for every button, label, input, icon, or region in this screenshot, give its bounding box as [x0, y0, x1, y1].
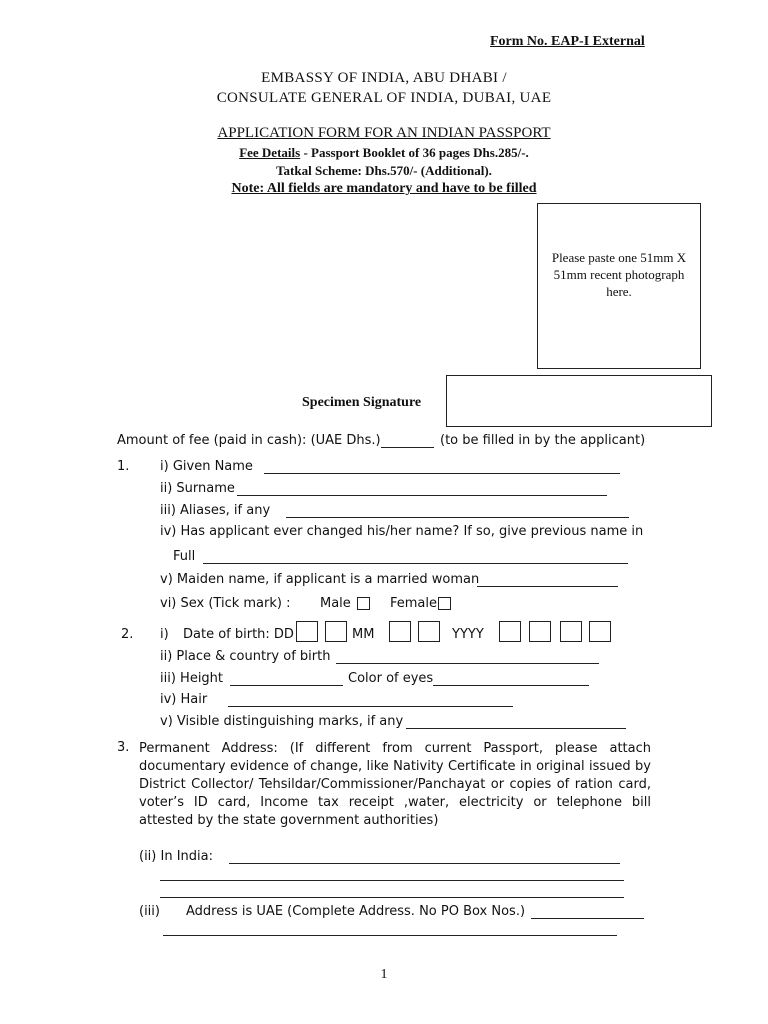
mm-label: MM — [352, 627, 375, 642]
fee-amount-prefix: Amount of fee (paid in cash): (UAE Dhs.) — [117, 433, 381, 448]
photo-box[interactable] — [537, 203, 701, 369]
mandatory-note: Note: All fields are mandatory and have to be filled — [231, 181, 537, 196]
uae-address-line-2[interactable] — [163, 935, 617, 936]
maiden-name-field[interactable] — [477, 586, 618, 587]
female-checkbox[interactable] — [438, 597, 451, 610]
changed-name-label: iv) Has applicant ever changed his/her name? If so, give previous name in — [160, 524, 644, 539]
section-2-number: 2. — [121, 627, 134, 642]
embassy-line-2: CONSULATE GENERAL OF INDIA, DUBAI, UAE — [216, 90, 552, 106]
previous-name-field[interactable] — [203, 563, 628, 564]
dob-day-digit-1[interactable] — [296, 621, 318, 642]
dob-day-digit-2[interactable] — [325, 621, 347, 642]
marks-label: v) Visible distinguishing marks, if any — [160, 714, 404, 729]
photo-instruction: Please paste one 51mm X 51mm recent photograph here. — [551, 249, 687, 299]
dob-index: i) — [160, 627, 169, 642]
dob-year-digit-4[interactable] — [589, 621, 611, 642]
form-title: APPLICATION FORM FOR AN INDIAN PASSPORT — [217, 125, 551, 141]
dob-month-digit-1[interactable] — [389, 621, 411, 642]
marks-field[interactable] — [406, 728, 626, 729]
yyyy-label: YYYY — [452, 627, 484, 642]
page-number: 1 — [380, 967, 388, 982]
dob-month-digit-2[interactable] — [418, 621, 440, 642]
sex-label: vi) Sex (Tick mark) : — [160, 596, 291, 611]
fee-details — [0, 145, 768, 161]
signature-label: Specimen Signature — [302, 395, 422, 410]
embassy-line-1: EMBASSY OF INDIA, ABU DHABI / — [261, 70, 507, 86]
permanent-address-text: Permanent Address: (If different from current Passport, please attach documentary evidence of change, like Nativity Certificate in original issued by District Collector/ Tehsildar/Commissioner/Panchayat or copies of ration card, voter’s ID card, Income tax receipt ,water, electricity or telephone bill attested by the state government authorities) — [139, 741, 651, 828]
dob-year-digit-3[interactable] — [560, 621, 582, 642]
maiden-name-label: v) Maiden name, if applicant is a married woman — [160, 572, 480, 587]
uae-address-index: (iii) — [139, 904, 160, 919]
dob-label: Date of birth: DD — [183, 627, 294, 642]
uae-address-line-1[interactable] — [531, 918, 644, 919]
eye-color-label: Color of eyes — [348, 671, 434, 686]
height-label: iii) Height — [160, 671, 224, 686]
female-label: Female — [390, 596, 438, 611]
height-field[interactable] — [230, 685, 343, 686]
surname-label: ii) Surname — [160, 481, 235, 496]
india-address-label: (ii) In India: — [139, 849, 213, 864]
dob-year-digit-2[interactable] — [529, 621, 551, 642]
tatkal-scheme: Tatkal Scheme: Dhs.570/- (Additional). — [276, 163, 492, 178]
section-3-number: 3. — [117, 740, 130, 755]
fee-details-label: Fee Details — [239, 145, 301, 160]
birthplace-label: ii) Place & country of birth — [160, 649, 331, 664]
section-1-number: 1. — [117, 459, 130, 474]
uae-address-label: Address is UAE (Complete Address. No PO Box Nos.) — [186, 904, 526, 919]
india-address-line-2[interactable] — [160, 880, 624, 881]
fee-amount-suffix: (to be filled in by the applicant) — [440, 433, 646, 448]
aliases-field[interactable] — [286, 517, 629, 518]
aliases-label: iii) Aliases, if any — [160, 503, 271, 518]
fee-amount-field[interactable] — [381, 447, 434, 448]
surname-field[interactable] — [237, 495, 607, 496]
signature-box[interactable] — [446, 375, 712, 427]
india-address-line-1[interactable] — [229, 863, 620, 864]
male-label: Male — [320, 596, 351, 611]
full-label: Full — [173, 549, 196, 564]
fee-details-text: - Passport Booklet of 36 pages Dhs.285/-. — [300, 145, 529, 160]
given-name-field[interactable] — [264, 473, 620, 474]
hair-label: iv) Hair — [160, 692, 208, 707]
form-number: Form No. EAP-I External — [490, 34, 645, 49]
india-address-line-3[interactable] — [160, 897, 624, 898]
given-name-label: i) Given Name — [160, 459, 253, 474]
birthplace-field[interactable] — [336, 663, 599, 664]
eye-color-field[interactable] — [433, 685, 589, 686]
male-checkbox[interactable] — [357, 597, 370, 610]
dob-year-digit-1[interactable] — [499, 621, 521, 642]
hair-field[interactable] — [228, 706, 513, 707]
